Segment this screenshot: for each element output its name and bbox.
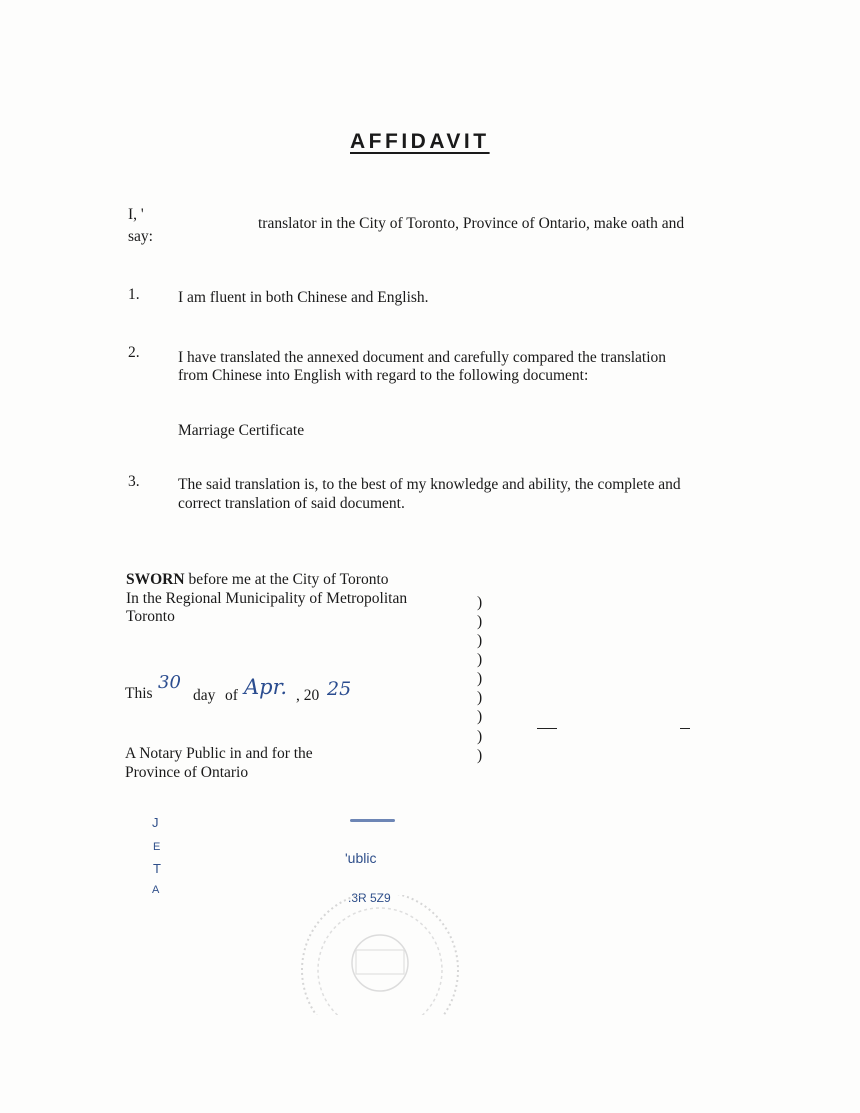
document-title: AFFIDAVIT: [350, 130, 490, 153]
intro-line-2: say:: [128, 228, 153, 245]
date-of: of: [225, 687, 238, 704]
paren-8: ): [477, 728, 483, 745]
notary-line-1: A Notary Public in and for the: [125, 745, 313, 762]
item-2-text-line-1: I have translated the annexed document and carefully compared the translation: [178, 349, 667, 366]
item-2-text-line-2: from Chinese into English with regard to the following document:: [178, 367, 589, 384]
stamp-letter-2: E: [153, 841, 161, 853]
sworn-line-3: Toronto: [126, 608, 175, 625]
stamp-fragment-public: 'ublic: [345, 850, 377, 866]
sworn-bold: SWORN: [126, 571, 185, 588]
item-2-number: 2.: [128, 344, 140, 361]
paren-9: ): [477, 747, 483, 764]
stamp-rule: [350, 819, 395, 822]
item-3-text-line-2: correct translation of said document.: [178, 495, 405, 512]
paren-2: ): [477, 613, 483, 630]
document-name: Marriage Certificate: [178, 422, 305, 439]
date-day-handwritten: 30: [158, 672, 181, 693]
date-year-handwritten: 25: [327, 678, 352, 700]
stamp-fragment-postal: .3R 5Z9: [348, 891, 391, 905]
notary-line-2: Province of Ontario: [125, 764, 249, 781]
paren-1: ): [477, 594, 483, 611]
paren-7: ): [477, 708, 483, 725]
sworn-line-2: In the Regional Municipality of Metropolitan: [126, 590, 408, 607]
signature-line-left: [537, 728, 557, 729]
signature-line-right: [680, 728, 690, 729]
date-year-prefix: , 20: [296, 687, 320, 704]
item-3-number: 3.: [128, 473, 140, 490]
date-month-handwritten: Apr.: [244, 675, 288, 699]
paren-6: ): [477, 689, 483, 706]
item-1-text: I am fluent in both Chinese and English.: [178, 289, 429, 306]
item-1-number: 1.: [128, 286, 140, 303]
notary-seal-emboss: [298, 895, 463, 1015]
stamp-letter-4: A: [152, 884, 160, 896]
paren-5: ): [477, 670, 483, 687]
paren-3: ): [477, 632, 483, 649]
date-day-word: day: [193, 687, 216, 704]
sworn-line-1-rest: before me at the City of Toronto: [184, 571, 389, 588]
paren-4: ): [477, 651, 483, 668]
stamp-letter-1: J: [152, 815, 159, 830]
item-3-text-line-1: The said translation is, to the best of my knowledge and ability, the complete and: [178, 476, 681, 493]
sworn-line-1: [126, 571, 389, 589]
date-this: This: [125, 685, 153, 702]
intro-prefix: I, ': [128, 206, 144, 223]
intro-line-1: translator in the City of Toronto, Province of Ontario, make oath and: [258, 215, 685, 232]
stamp-letter-3: T: [153, 861, 161, 876]
